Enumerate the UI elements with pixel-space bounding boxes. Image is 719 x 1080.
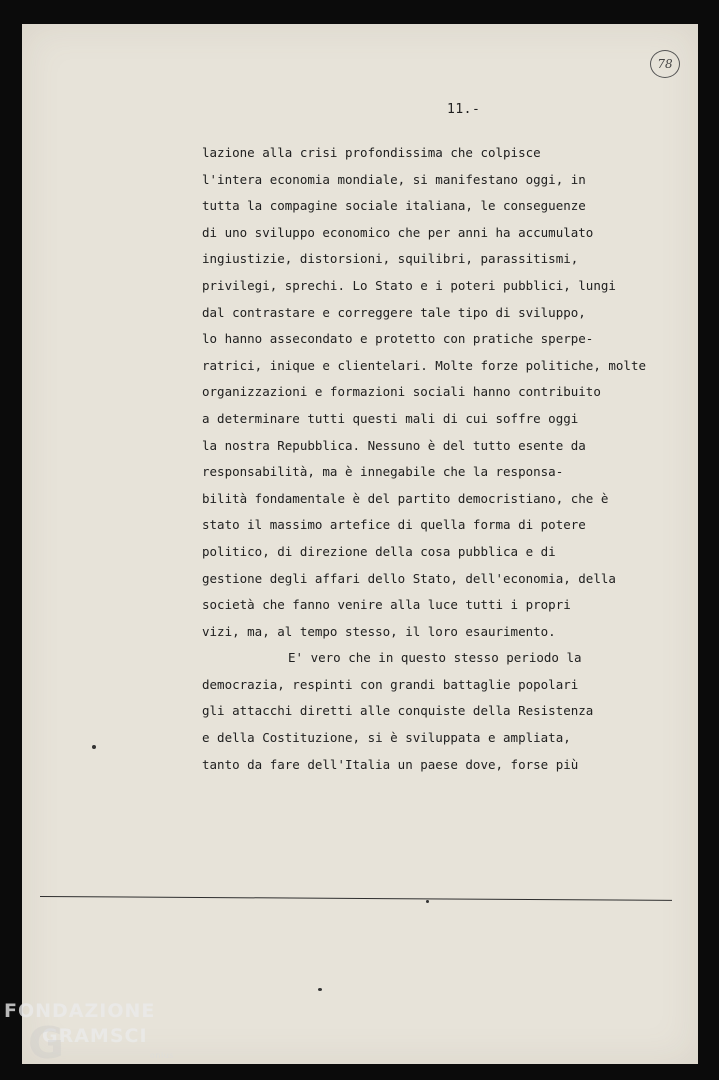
document-page (22, 24, 698, 1069)
watermark-onlus: onlus (150, 1051, 174, 1060)
text-line: privilegi, sprechi. Lo Stato e i poteri pubblici, lungi (202, 277, 616, 293)
text-line: di uno sviluppo economico che per anni ha accumulato (202, 224, 594, 240)
paper-speck (92, 745, 96, 749)
text-line: tanto da fare dell'Italia un paese dove, forse più (202, 756, 579, 772)
text-line: stato il massimo artefice di quella forma di potere (202, 517, 586, 533)
text-line: lo hanno assecondato e protetto con pratiche sperpe- (202, 331, 594, 347)
text-line: democrazia, respinti con grandi battaglie popolari (202, 676, 579, 692)
text-line: gestione degli affari dello Stato, dell'economia, della (202, 570, 616, 586)
text-line: la nostra Repubblica. Nessuno è del tutto esente da (202, 437, 586, 453)
text-line: società che fanno venire alla luce tutti i propri (202, 597, 571, 613)
text-line: responsabilità, ma è innegabile che la responsa- (202, 464, 564, 480)
text-line: bilità fondamentale è del partito democristiano, che è (202, 490, 609, 506)
text-line: ratrici, inique e clientelari. Molte forze politiche, molte (202, 357, 647, 373)
paper-speck (318, 988, 322, 991)
text-line-paragraph-start: E' vero che in questo stesso periodo la (288, 650, 582, 666)
watermark-line1: FONDAZIONE (4, 1000, 156, 1022)
text-line: lazione alla crisi profondissima che colpisce (202, 145, 541, 160)
text-line: l'intera economia mondiale, si manifestano oggi, in (202, 171, 586, 187)
text-line: tutta la compagine sociale italiana, le conseguenze (202, 198, 586, 214)
paper-speck (426, 900, 429, 903)
horizontal-rule (40, 896, 672, 901)
page-number: 11.- (447, 102, 481, 117)
text-line: vizi, ma, al tempo stesso, il loro esaurimento. (202, 623, 556, 639)
archive-number-stamp: 78 (650, 50, 680, 78)
text-line: ingiustizie, distorsioni, squilibri, parassitismi, (202, 251, 579, 267)
text-line: organizzazioni e formazioni sociali hanno contribuito (202, 384, 601, 400)
text-line: dal contrastare e correggere tale tipo di sviluppo, (202, 304, 586, 320)
body-text (202, 140, 692, 778)
fondazione-gramsci-watermark (4, 1000, 174, 1069)
text-line: gli attacchi diretti alle conquiste della Resistenza (202, 703, 594, 719)
text-line: politico, di direzione della cosa pubblica e di (202, 543, 556, 559)
watermark-g-logo: G (28, 1018, 66, 1069)
text-line: a determinare tutti questi mali di cui soffre oggi (202, 410, 579, 426)
watermark-line2: GRAMSCI (42, 1025, 148, 1047)
text-line: e della Costituzione, si è sviluppata e ampliata, (202, 730, 571, 746)
